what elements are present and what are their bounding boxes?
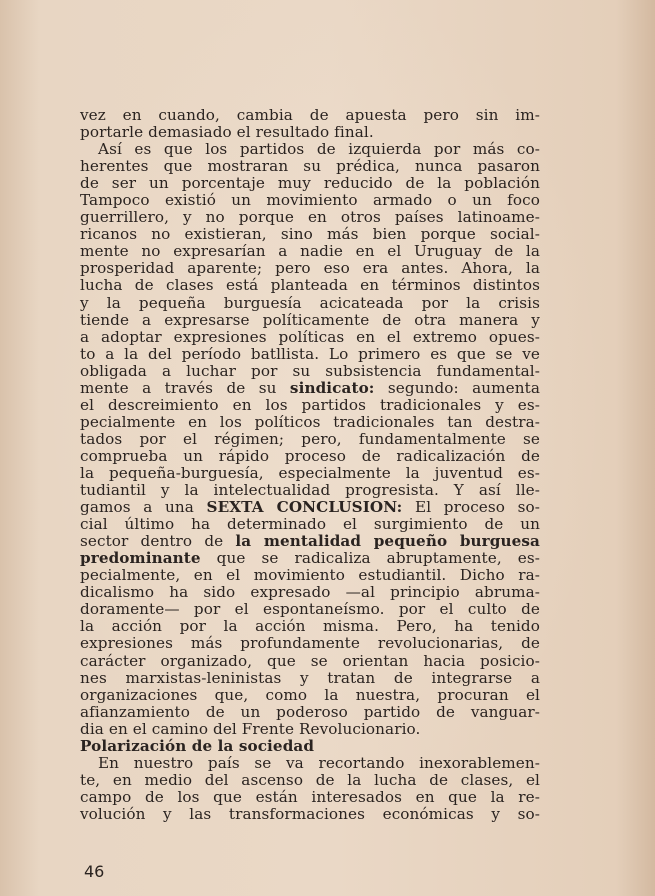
text-line: dia en el camino del Frente Revolucionario. [80, 719, 421, 738]
body-text [80, 107, 540, 823]
text-line: expresiones más profundamente revolucionarias, de [80, 634, 540, 653]
text-line: Tampoco existió un movimiento armado o un foco [80, 191, 540, 210]
bold-emphasis: SEXTA CONCLUSION: [206, 498, 403, 517]
text-line: cial último ha determinado el surgimiento de un [80, 515, 540, 534]
text-line: ricanos no existieran, sino más bien porque social- [80, 225, 540, 244]
text-line: doramente— por el espontaneísmo. por el culto de [80, 600, 540, 619]
text-line: to a la del período batllista. Lo primero es que se ve [80, 344, 540, 363]
text-line: nes marxistas-leninistas y tratan de integrarse a [80, 668, 540, 687]
text-line: obligada a luchar por su subsistencia fundamental- [80, 361, 540, 380]
text-segment: segundo: aumenta [374, 378, 541, 397]
text-line: afianzamiento de un poderoso partido de vanguar- [80, 702, 540, 721]
text-line: la pequeña-burguesía, especialmente la juventud es- [80, 463, 540, 482]
text-line: campo de los que están interesados en que la re- [80, 787, 540, 806]
text-line: y la pequeña burguesía acicateada por la crisis [80, 293, 540, 312]
text-line: tiende a expresarse políticamente de otra manera y [80, 310, 540, 329]
text-segment: que se radicaliza abruptamente, es- [200, 549, 540, 568]
text-line: mente no expresarían a nadie en el Uruguay de la [80, 242, 540, 261]
text-line: portarle demasiado el resultado final. [80, 123, 374, 142]
text-line: a adoptar expresiones políticas en el extremo opues- [80, 327, 540, 346]
bold-emphasis: sindicato: [289, 378, 375, 397]
text-line: guerrillero, y no porque en otros países latinoame- [80, 208, 540, 227]
text-line: la acción por la acción misma. Pero, ha tenido [80, 617, 540, 636]
text-line: comprueba un rápido proceso de radicalización de [80, 446, 540, 465]
text-line: el descreimiento en los partidos tradicionales y es- [80, 395, 540, 414]
text-line: volución y las transformaciones económicas y so- [80, 804, 540, 823]
text-line: prosperidad aparente; pero eso era antes. Ahora, la [80, 259, 540, 278]
bold-emphasis: predominante [80, 549, 201, 568]
text-line: carácter organizado, que se orientan hacia posicio- [80, 651, 540, 670]
text-segment: sector dentro de [80, 532, 236, 551]
bold-emphasis: la mentalidad pequeño burguesa [235, 532, 540, 551]
text-line [80, 550, 540, 567]
section-heading: Polarización de la sociedad [80, 736, 315, 755]
text-line: tudiantil y la intelectualidad progresista. Y así lle- [80, 481, 540, 500]
text-line: vez en cuando, cambia de apuesta pero sin im- [80, 106, 540, 124]
page-number: 46 [84, 862, 105, 881]
text-line [80, 380, 540, 397]
text-segment: mente a través de su [80, 378, 290, 397]
text-line: herentes que mostraran su prédica, nunca pasaron [80, 157, 540, 176]
text-line: dicalismo ha sido expresado —al principio abruma- [80, 583, 540, 602]
text-line [80, 533, 540, 550]
text-line: pecialmente en los políticos tradicionales tan destra- [80, 412, 540, 431]
text-line: pecialmente, en el movimiento estudiantil. Dicho ra- [80, 566, 540, 585]
text-line [80, 499, 540, 516]
text-line: En nuestro país se va recortando inexorablemen- [98, 753, 540, 772]
text-line: tados por el régimen; pero, fundamentalmente se [80, 429, 540, 448]
text-segment: gamos a una [80, 498, 207, 517]
text-line: de ser un porcentaje muy reducido de la población [80, 174, 540, 193]
text-line: organizaciones que, como la nuestra, procuran el [80, 685, 540, 704]
text-line: te, en medio del ascenso de la lucha de clases, el [80, 770, 540, 789]
text-line: Así es que los partidos de izquierda por más co- [98, 140, 540, 159]
text-line: lucha de clases está planteada en términos distintos [80, 276, 540, 295]
text-segment: El proceso so- [402, 498, 540, 517]
